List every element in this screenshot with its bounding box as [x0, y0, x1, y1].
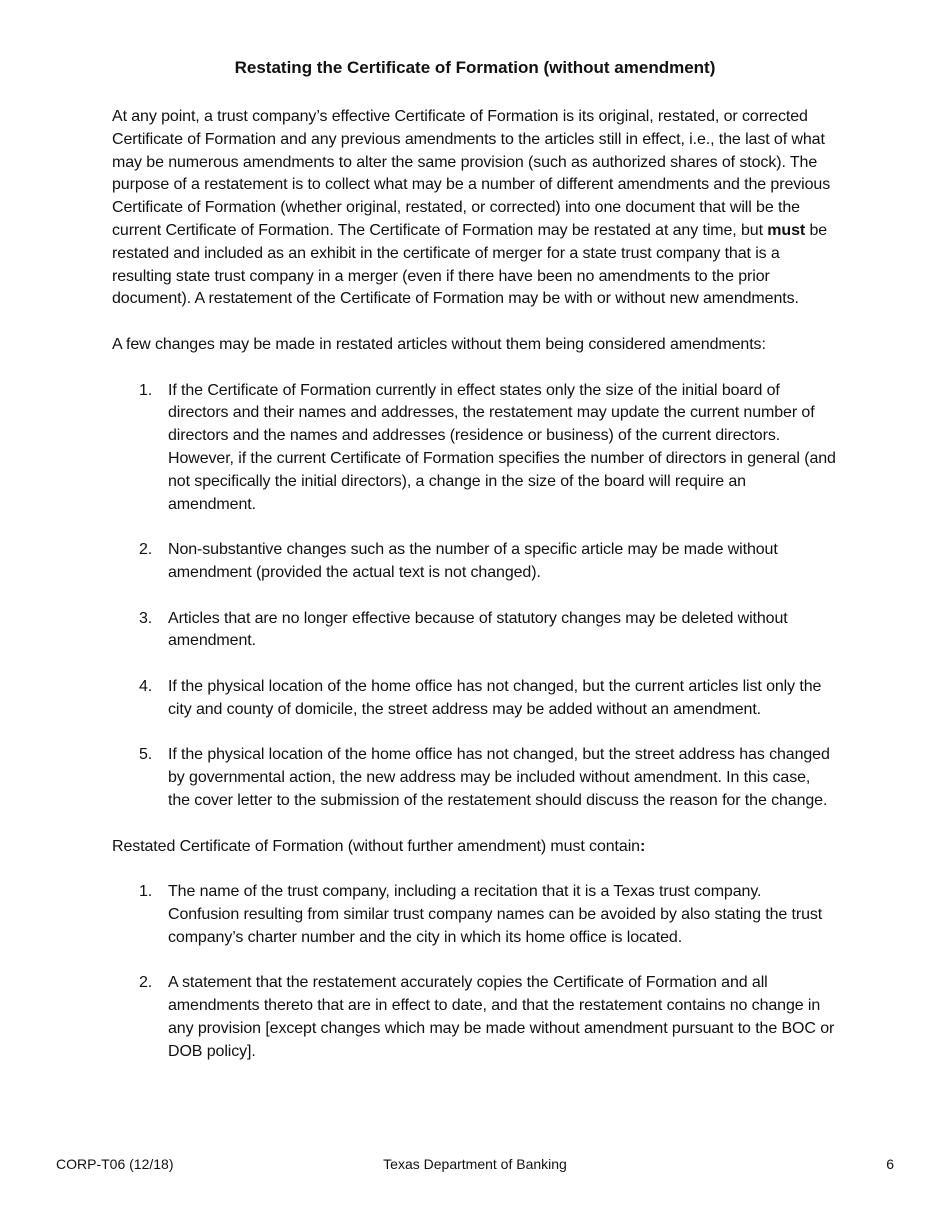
intro-bold-word: must	[767, 221, 806, 239]
document-body	[112, 106, 836, 1086]
list-number: 3.	[139, 609, 153, 627]
list-number: 2.	[139, 974, 153, 992]
footer-agency: Texas Department of Banking	[383, 1156, 567, 1172]
page-title: Restating the Certificate of Formation (without amendment)	[234, 58, 716, 77]
intro-text-start: At any point, a trust company’s effective Certificate of Formation is its original, restated, or corrected Certificate of Formation and any previous amendments to the articles still in effect, i.e., the last of what may be numerous amendments to alter the same provision (such as authorized shares of stock). The purpose of a restatement is to collect what may be a number of different amendments and the previous Certificate of Formation (whether original, restated, or corrected) into one document that will be the current Certificate of Formation. The Certificate of Formation may be restated at any time, but	[112, 108, 831, 239]
intro-paragraph	[112, 106, 836, 311]
contain-intro-colon: :	[639, 837, 646, 855]
list-item-text: If the physical location of the home office has not changed, but the current articles list only the city and county of domicile, the street address may be added without an amendment.	[168, 677, 822, 718]
changes-list	[112, 380, 836, 813]
list-item-text: The name of the trust company, including a recitation that it is a Texas trust company. Confusion resulting from similar trust company names can be avoided by also stating the trust company’s charter number and the city in which its home office is located.	[168, 883, 823, 946]
list-item-text: If the Certificate of Formation currently in effect states only the size of the initial board of directors and their names and addresses, the restatement may update the current number of directors and the names and addresses (residence or business) of the current directors. However, if the current Certificate of Formation specifies the number of directors in general (and not specifically the initial directors), a change in the size of the board will require an amendment.	[168, 381, 836, 513]
changes-intro: A few changes may be made in restated articles without them being considered amendments:	[112, 335, 766, 353]
list-number: 5.	[139, 746, 153, 764]
list-item-text: If the physical location of the home office has not changed, but the street address has changed by governmental action, the new address may be included without amendment. In this case, the cover letter to the submission of the restatement should discuss the reason for the change.	[168, 746, 830, 809]
page-footer	[56, 1155, 894, 1175]
list-item	[112, 539, 836, 585]
contain-intro	[112, 836, 836, 859]
list-number: 4.	[139, 677, 153, 695]
contain-list	[112, 881, 836, 1063]
list-number: 1.	[139, 381, 153, 399]
contain-intro-text: Restated Certificate of Formation (without further amendment) must contain	[112, 837, 640, 855]
intro-text-end: be restated and included as an exhibit in the certificate of merger for a state trust company that is a resulting state trust company in a merger (even if there have been no amendments to the prior document). A restatement of the Certificate of Formation may be with or without new amendments.	[112, 221, 828, 308]
list-item	[112, 881, 836, 949]
list-item	[112, 608, 836, 654]
footer-form-id: CORP-T06 (12/18)	[56, 1156, 174, 1172]
list-number: 1.	[139, 883, 153, 901]
list-item	[112, 380, 836, 517]
list-item	[112, 744, 836, 812]
list-item-text: A statement that the restatement accurately copies the Certificate of Formation and all amendments thereto that are in effect to date, and that the restatement contains no change in any provision [except changes which may be made without amendment pursuant to the BOC or DOB policy].	[168, 974, 835, 1060]
footer-page-number: 6	[886, 1156, 894, 1172]
list-item	[112, 676, 836, 722]
list-item-text: Non-substantive changes such as the number of a specific article may be made without amendment (provided the actual text is not changed).	[168, 541, 778, 581]
list-item	[112, 972, 836, 1063]
list-number: 2.	[139, 541, 153, 559]
list-item-text: Articles that are no longer effective because of statutory changes may be deleted without amendment.	[168, 609, 788, 650]
